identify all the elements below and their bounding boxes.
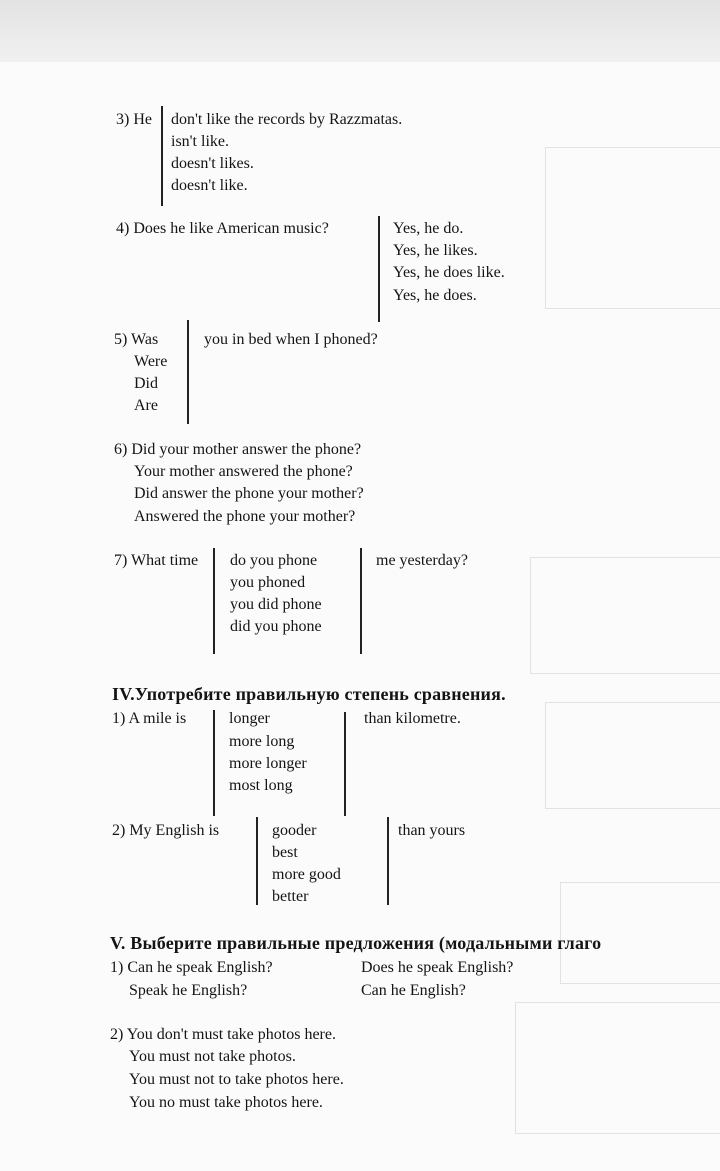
q6-option: 6) Did your mother answer the phone? [114,441,362,458]
screen-top-bar [0,0,720,62]
q6-option: Your mother answered the phone? [134,463,353,480]
option-divider [360,548,362,654]
s5-q1-option: Speak he English? [129,982,248,999]
q4-option: Yes, he likes. [393,242,478,259]
q3-option: doesn't likes. [171,155,254,172]
option-divider [213,548,215,654]
q4-option: Yes, he does like. [393,264,505,281]
q5-option: Were [134,353,168,370]
s5-q2-option: You must not take photos. [129,1048,296,1065]
q5-option: Did [134,375,158,392]
q5-option: Are [134,397,158,414]
option-divider [161,106,163,206]
q3-option: isn't like. [171,133,229,150]
q7-option: you phoned [230,574,306,591]
q7-option: did you phone [230,618,322,635]
s4-q1-option: more longer [229,755,307,772]
s5-q1-option: Does he speak English? [361,959,514,976]
option-divider [387,817,389,905]
option-divider [378,216,380,322]
s4-q1-option: longer [229,710,270,727]
s5-q2-option: 2) You don't must take photos here. [110,1026,336,1043]
q4-option: Yes, he does. [393,287,477,304]
q5-option: 5) Was [114,331,159,348]
bleed-through-table [545,147,720,309]
option-divider [256,817,258,905]
s4-q2-option: best [272,844,298,861]
s5-q2-option: You must not to take photos here. [129,1071,344,1088]
q6-option: Did answer the phone your mother? [134,485,364,502]
q7-option: you did phone [230,596,322,613]
s5-q1-option: 1) Can he speak English? [110,959,273,976]
q5-rest: you in bed when I phoned? [204,331,378,348]
s5-q1-option: Can he English? [361,982,466,999]
s4-q1-suffix: than kilometre. [364,710,461,727]
q4-option: Yes, he do. [393,220,464,237]
q7-prefix: 7) What time [114,552,199,569]
bleed-through-table [515,1002,720,1134]
bleed-through-table [530,557,720,674]
q7-option: do you phone [230,552,318,569]
section-5-heading: V. Выберите правильные предложения (модальными глаго [110,933,602,953]
q3-prefix: 3) He [116,111,152,128]
s4-q2-prefix: 2) My English is [112,822,220,839]
q4-question: 4) Does he like American music? [116,220,329,237]
s4-q2-option: gooder [272,822,317,839]
s4-q2-option: more good [272,866,341,883]
option-divider [213,710,215,816]
s5-q2-option: You no must take photos here. [129,1094,323,1111]
s4-q1-option: most long [229,777,293,794]
s4-q2-suffix: than yours [398,822,466,839]
section-4-heading: IV.Употребите правильную степень сравнения. [112,684,506,704]
q3-option: doesn't like. [171,177,248,194]
bleed-through-table [545,702,720,809]
s4-q1-prefix: 1) A mile is [112,710,187,727]
option-divider [187,320,189,424]
option-divider [344,712,346,816]
q6-option: Answered the phone your mother? [134,508,356,525]
q7-suffix: me yesterday? [376,552,468,569]
q3-option: don't like the records by Razzmatas. [171,111,403,128]
s4-q2-option: better [272,888,309,905]
s4-q1-option: more long [229,733,295,750]
